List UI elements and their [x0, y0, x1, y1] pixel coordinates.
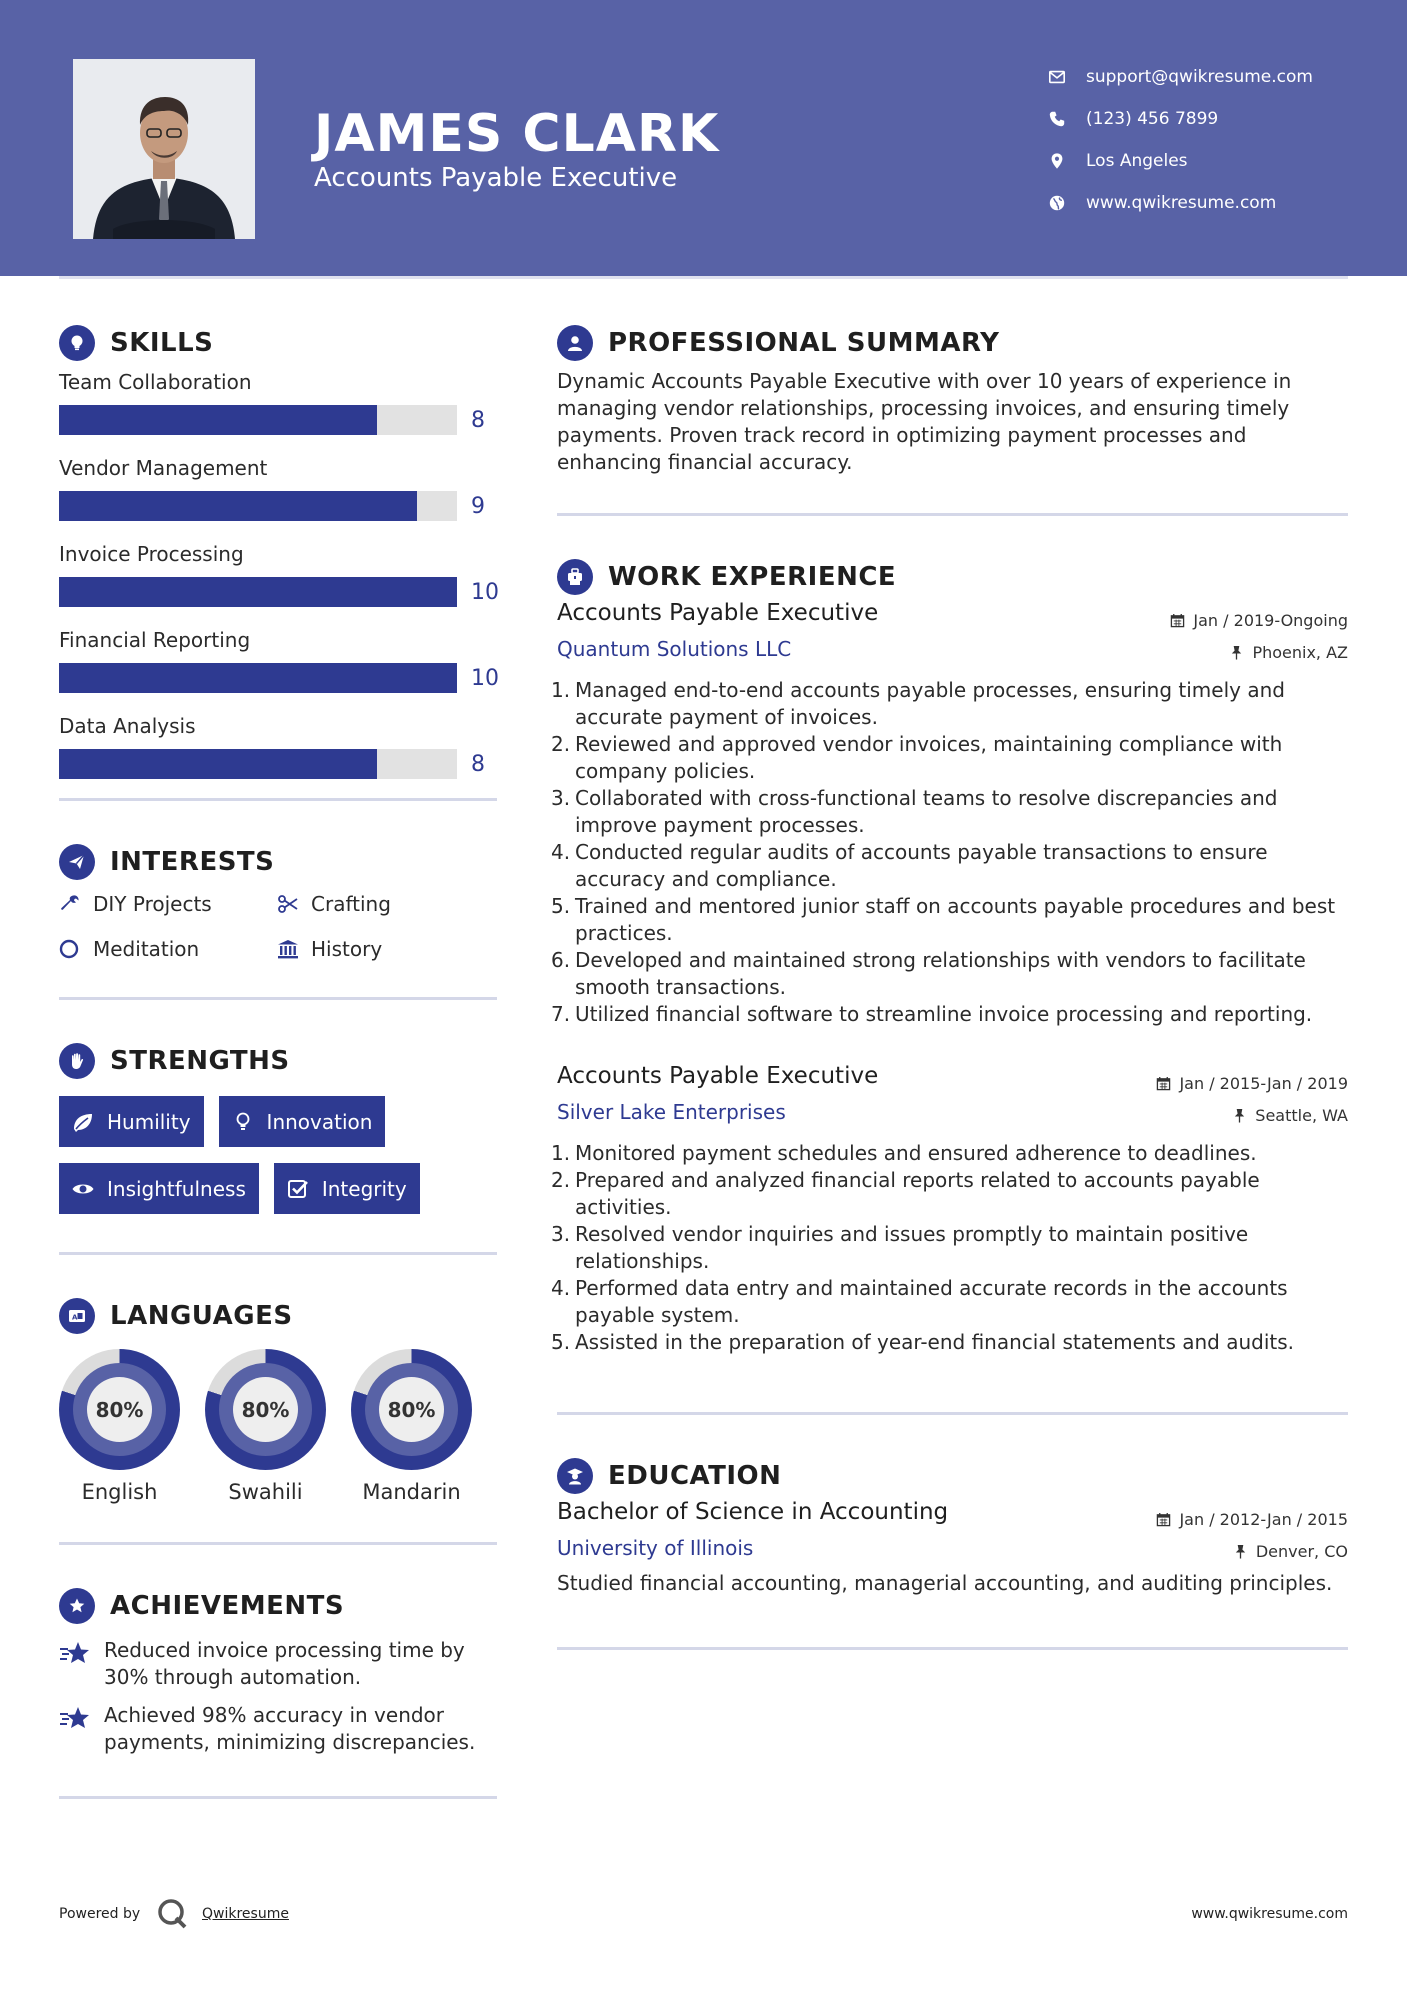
paper-plane-icon [59, 844, 95, 880]
language-item [59, 1349, 205, 1504]
skill-name: Data Analysis [59, 714, 196, 738]
strengths-heading [59, 1040, 497, 1082]
achievements-list [59, 1637, 497, 1756]
skill-bar-fill [59, 749, 377, 779]
leaf-icon [71, 1110, 95, 1134]
contact-website-text: www.qwikresume.com [1086, 193, 1277, 213]
job-entry [557, 600, 1348, 1028]
contact-list [1048, 56, 1378, 224]
job-bullet: Utilized financial software to streamline invoice processing and reporting. [575, 1002, 1313, 1026]
scissors-icon [277, 893, 311, 915]
skill-bar [59, 663, 457, 693]
left-column [59, 322, 497, 1799]
languages-heading [59, 1295, 497, 1337]
strength-label: Innovation [266, 1109, 373, 1134]
job-bullet: Conducted regular audits of accounts payable transactions to ensure accuracy and compliance. [575, 840, 1268, 891]
skill-value: 10 [471, 666, 499, 691]
skill-item [59, 622, 497, 708]
job-dates-text: Jan / 2019-Ongoing [1193, 610, 1348, 630]
job-meta [1170, 604, 1348, 668]
job-location [1170, 636, 1348, 668]
language-item [351, 1349, 497, 1504]
pushpin-icon [1233, 1544, 1248, 1559]
language-icon [59, 1298, 95, 1334]
skill-bar-fill [59, 577, 457, 607]
experience-heading [557, 556, 1348, 598]
summary-title: PROFESSIONAL SUMMARY [608, 328, 1000, 358]
pushpin-icon [1229, 645, 1244, 660]
interest-label: History [311, 936, 383, 961]
right-column [557, 322, 1348, 1650]
section-divider [59, 997, 497, 1000]
strength-chip [274, 1163, 420, 1214]
star-badge-icon [59, 1588, 95, 1624]
contact-phone-text: (123) 456 7899 [1086, 109, 1219, 129]
achievement-item [59, 1702, 497, 1756]
job-bullet: Managed end-to-end accounts payable processes, ensuring timely and accurate payment of invoices. [575, 678, 1285, 729]
section-divider [557, 1647, 1348, 1650]
section-divider [59, 1796, 497, 1799]
svg-text:A: A [72, 1313, 78, 1322]
interests-title: INTERESTS [110, 847, 275, 877]
skill-bar-fill [59, 491, 417, 521]
achievement-text: Reduced invoice processing time by 30% through automation. [104, 1638, 465, 1689]
language-name: Swahili [228, 1480, 303, 1504]
language-percent: 80% [379, 1377, 444, 1442]
contact-location-text: Los Angeles [1086, 151, 1188, 171]
strength-label: Humility [107, 1109, 191, 1134]
language-ring [205, 1349, 326, 1470]
education-heading [557, 1455, 1348, 1497]
education-title: EDUCATION [608, 1461, 782, 1491]
degree-title: Bachelor of Science in Accounting [557, 1499, 949, 1525]
pushpin-icon [1232, 1108, 1247, 1123]
calendar-icon [1156, 1512, 1171, 1527]
achievements-heading [59, 1585, 497, 1627]
circle-icon [59, 938, 93, 960]
skill-bar [59, 405, 457, 435]
strength-chip [59, 1163, 259, 1214]
job-location-text: Phoenix, AZ [1252, 642, 1348, 662]
interest-item [59, 934, 277, 963]
job-bullet: Trained and mentored junior staff on accounts payable procedures and best practices. [575, 894, 1336, 945]
skill-name: Invoice Processing [59, 542, 244, 566]
job-bullets [557, 1140, 1348, 1356]
profile-photo [73, 59, 255, 239]
candidate-title: Accounts Payable Executive [314, 163, 678, 193]
achievement-text: Achieved 98% accuracy in vendor payments, minimizing discrepancies. [104, 1703, 476, 1754]
job-bullet: Developed and maintained strong relationships with vendors to facilitate smooth transactions. [575, 948, 1306, 999]
interest-label: Crafting [311, 891, 391, 916]
skills-title: SKILLS [110, 328, 214, 358]
job-bullet: Collaborated with cross-functional teams to resolve discrepancies and improve payment processes. [575, 786, 1278, 837]
interests-list [59, 889, 497, 963]
museum-icon [277, 938, 311, 960]
job-title: Accounts Payable Executive [557, 600, 879, 626]
job-bullet: Assisted in the preparation of year-end financial statements and audits. [575, 1330, 1295, 1354]
star-icon [59, 1637, 104, 1691]
education-meta [1156, 1503, 1348, 1567]
job-bullet: Performed data entry and maintained accurate records in the accounts payable system. [575, 1276, 1288, 1327]
contact-email[interactable] [1048, 56, 1378, 98]
contact-location [1048, 140, 1378, 182]
achievement-item [59, 1637, 497, 1691]
job-company: Silver Lake Enterprises [557, 1100, 786, 1124]
skill-bar [59, 491, 457, 521]
section-divider [557, 1412, 1348, 1415]
map-pin-icon [1048, 152, 1086, 170]
job-title: Accounts Payable Executive [557, 1063, 879, 1089]
section-divider [59, 1252, 497, 1255]
contact-email-text: support@qwikresume.com [1086, 67, 1313, 87]
job-location-text: Seattle, WA [1255, 1105, 1348, 1125]
job-location [1156, 1099, 1348, 1131]
qwikresume-logo-icon [157, 1898, 189, 1930]
skill-value: 10 [471, 580, 499, 605]
language-percent: 80% [87, 1377, 152, 1442]
skill-name: Financial Reporting [59, 628, 251, 652]
language-name: Mandarin [362, 1480, 461, 1504]
briefcase-icon [557, 559, 593, 595]
language-ring [351, 1349, 472, 1470]
skill-bar [59, 577, 457, 607]
header-divider [59, 276, 1348, 279]
skill-item [59, 364, 497, 450]
lightbulb-icon [59, 325, 95, 361]
job-company: Quantum Solutions LLC [557, 637, 792, 661]
calendar-icon [1170, 613, 1185, 628]
job-dates [1156, 1067, 1348, 1099]
contact-phone[interactable] [1048, 98, 1378, 140]
interest-label: DIY Projects [93, 891, 212, 916]
achievements-title: ACHIEVEMENTS [110, 1591, 345, 1621]
qwikresume-link[interactable]: Qwikresume [202, 1906, 289, 1922]
section-divider [59, 1542, 497, 1545]
education-location [1156, 1535, 1348, 1567]
job-meta [1156, 1067, 1348, 1131]
interest-item [277, 934, 477, 963]
envelope-icon [1048, 68, 1086, 86]
wrench-icon [59, 893, 93, 915]
skill-value: 8 [471, 408, 485, 433]
language-item [205, 1349, 351, 1504]
summary-heading [557, 322, 1348, 364]
candidate-name: JAMES CLARK [314, 104, 720, 164]
skill-value: 8 [471, 752, 485, 777]
powered-by-text: Powered by [59, 1906, 141, 1922]
interest-item [277, 889, 477, 918]
strengths-list [59, 1096, 479, 1214]
job-bullet: Reviewed and approved vendor invoices, maintaining compliance with company policies. [575, 732, 1283, 783]
job-entry [557, 1063, 1348, 1356]
job-dates-text: Jan / 2015-Jan / 2019 [1179, 1073, 1348, 1093]
skill-name: Vendor Management [59, 456, 268, 480]
language-name: English [81, 1480, 158, 1504]
skill-value: 9 [471, 494, 485, 519]
user-icon [557, 325, 593, 361]
globe-icon [1048, 194, 1086, 212]
phone-icon [1048, 110, 1086, 128]
languages-list [59, 1349, 497, 1504]
languages-title: LANGUAGES [110, 1301, 293, 1331]
summary-text: Dynamic Accounts Payable Executive with over 10 years of experience in managing vendor relationships, processing invoices, and ensuring timely payments. Proven track record in optimizing payment processes and enhancing financial accuracy. [557, 369, 1292, 474]
interests-heading [59, 841, 497, 883]
job-bullets [557, 677, 1348, 1028]
lightbulb-icon [231, 1110, 255, 1134]
job-bullet: Resolved vendor inquiries and issues promptly to maintain positive relationships. [575, 1222, 1249, 1273]
strength-chip [59, 1096, 204, 1147]
job-bullet: Monitored payment schedules and ensured adherence to deadlines. [575, 1141, 1257, 1165]
job-bullet: Prepared and analyzed financial reports related to accounts payable activities. [575, 1168, 1260, 1219]
strengths-title: STRENGTHS [110, 1046, 290, 1076]
hand-icon [59, 1043, 95, 1079]
experience-title: WORK EXPERIENCE [608, 562, 897, 592]
language-percent: 80% [233, 1377, 298, 1442]
skill-item [59, 708, 497, 794]
strength-label: Insightfulness [107, 1176, 246, 1201]
education-dates [1156, 1503, 1348, 1535]
skill-item [59, 450, 497, 536]
strength-chip [219, 1096, 386, 1147]
interest-item [59, 889, 277, 918]
eye-icon [71, 1177, 95, 1201]
contact-website[interactable] [1048, 182, 1378, 224]
section-divider [557, 513, 1348, 516]
skill-bar-fill [59, 663, 457, 693]
job-dates [1170, 604, 1348, 636]
education-entry [557, 1499, 1348, 1597]
interest-label: Meditation [93, 936, 200, 961]
graduate-icon [557, 1458, 593, 1494]
star-icon [59, 1702, 104, 1756]
resume-header [0, 0, 1407, 276]
strength-label: Integrity [321, 1176, 407, 1201]
school-name: University of Illinois [557, 1536, 754, 1560]
calendar-icon [1156, 1076, 1171, 1091]
education-dates-text: Jan / 2012-Jan / 2015 [1179, 1509, 1348, 1529]
skill-bar [59, 749, 457, 779]
footer-website-link[interactable]: www.qwikresume.com [1191, 1906, 1348, 1922]
section-divider [59, 798, 497, 801]
check-square-icon [286, 1177, 310, 1201]
skill-bar-fill [59, 405, 377, 435]
skill-item [59, 536, 497, 622]
education-description: Studied financial accounting, managerial accounting, and auditing principles. [557, 1571, 1333, 1595]
skill-name: Team Collaboration [59, 370, 252, 394]
education-location-text: Denver, CO [1255, 1541, 1348, 1561]
page-footer [59, 1896, 1348, 1936]
skills-heading [59, 322, 497, 364]
language-ring [59, 1349, 180, 1470]
skills-list [59, 364, 497, 794]
